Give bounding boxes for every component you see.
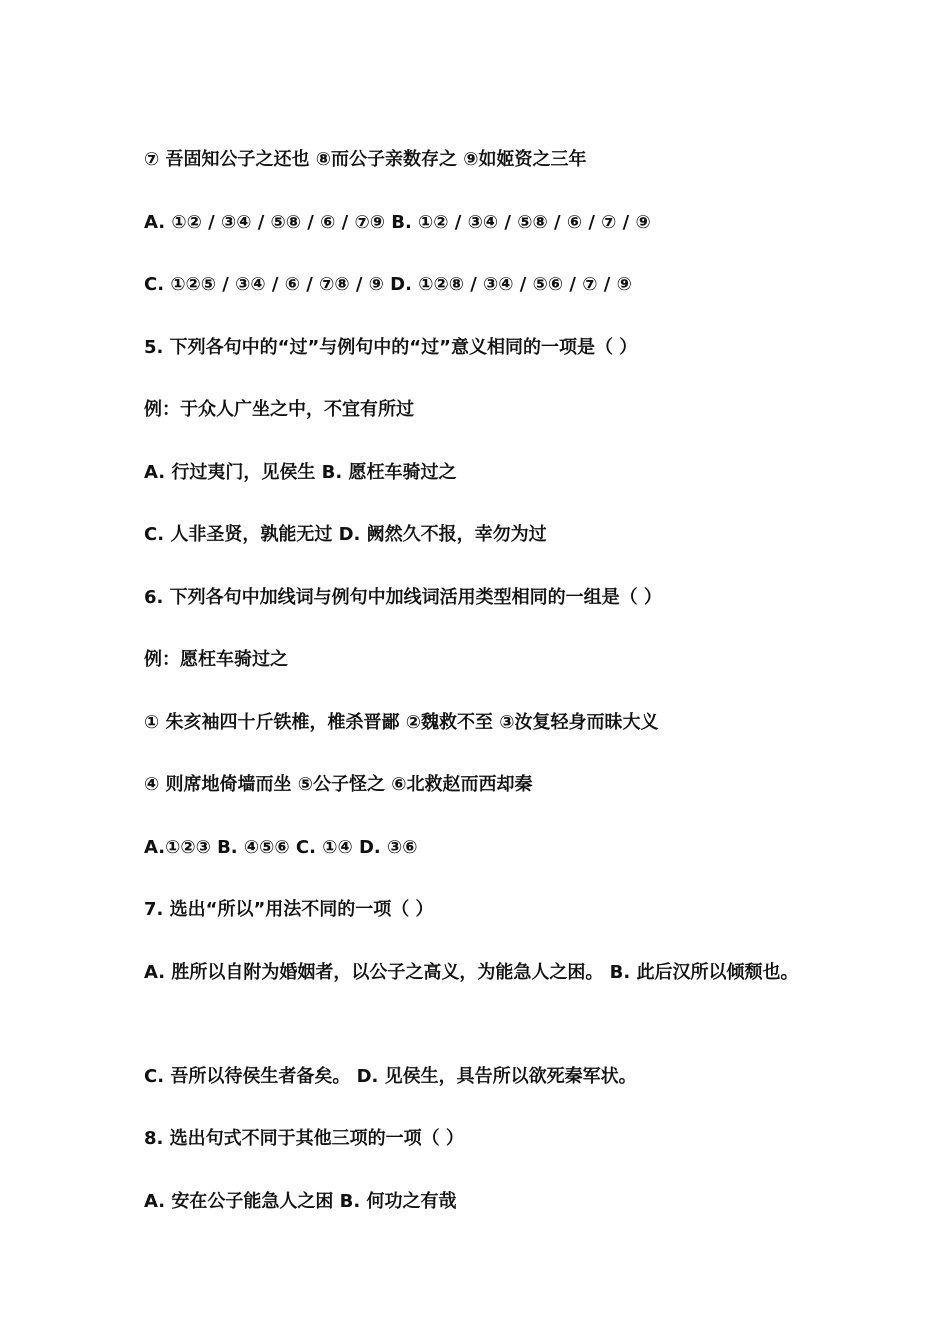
- question-6-stem: 6. 下列各句中加线词与例句中加线词活用类型相同的一组是（ ）: [144, 587, 662, 608]
- question-7-option-c-d: C. 吾所以待侯生者备矣。 D. 见侯生，具告所以欲死秦军状。: [144, 1066, 637, 1087]
- question-5-option-c-d: C. 人非圣贤，孰能无过 D. 阙然久不报，幸勿为过: [144, 524, 547, 545]
- question-4-option-c-d: C. ①②⑤ / ③④ / ⑥ / ⑦⑧ / ⑨ D. ①②⑧ / ③④ / ⑤⑥ / ⑦ / ⑨: [144, 274, 632, 295]
- question-6-example: 例：愿枉车骑过之: [144, 649, 288, 670]
- question-4-option-a-b: A. ①② / ③④ / ⑤⑧ / ⑥ / ⑦⑨ B. ①② / ③④ / ⑤⑧ / ⑥ / ⑦ / ⑨: [144, 212, 651, 233]
- question-6-options: A.①②③ B. ④⑤⑥ C. ①④ D. ③⑥: [144, 837, 418, 858]
- question-6-items-1-3: ① 朱亥袖四十斤铁椎，椎杀晋鄙 ②魏救不至 ③汝复轻身而昧大义: [144, 712, 659, 733]
- question-7-option-a-b: A. 胜所以自附为婚姻者，以公子之高义，为能急人之困。 B. 此后汉所以倾颓也。: [144, 962, 799, 983]
- question-8-stem: 8. 选出句式不同于其他三项的一项（ ）: [144, 1128, 464, 1149]
- question-5-option-a-b: A. 行过夷门，见侯生 B. 愿枉车骑过之: [144, 462, 457, 483]
- question-5-stem: 5. 下列各句中的“过”与例句中的“过”意义相同的一项是（ ）: [144, 337, 638, 358]
- question-6-items-4-6: ④ 则席地倚墙而坐 ⑤公子怪之 ⑥北救赵而西却秦: [144, 774, 533, 795]
- question-8-option-a-b: A. 安在公子能急人之困 B. 何功之有哉: [144, 1191, 457, 1212]
- question-5-example: 例：于众人广坐之中，不宜有所过: [144, 399, 414, 420]
- question-4-options-continued: ⑦ 吾固知公子之还也 ⑧而公子亲数存之 ⑨如姬资之三年: [144, 149, 587, 170]
- question-7-stem: 7. 选出“所以”用法不同的一项（ ）: [144, 899, 434, 920]
